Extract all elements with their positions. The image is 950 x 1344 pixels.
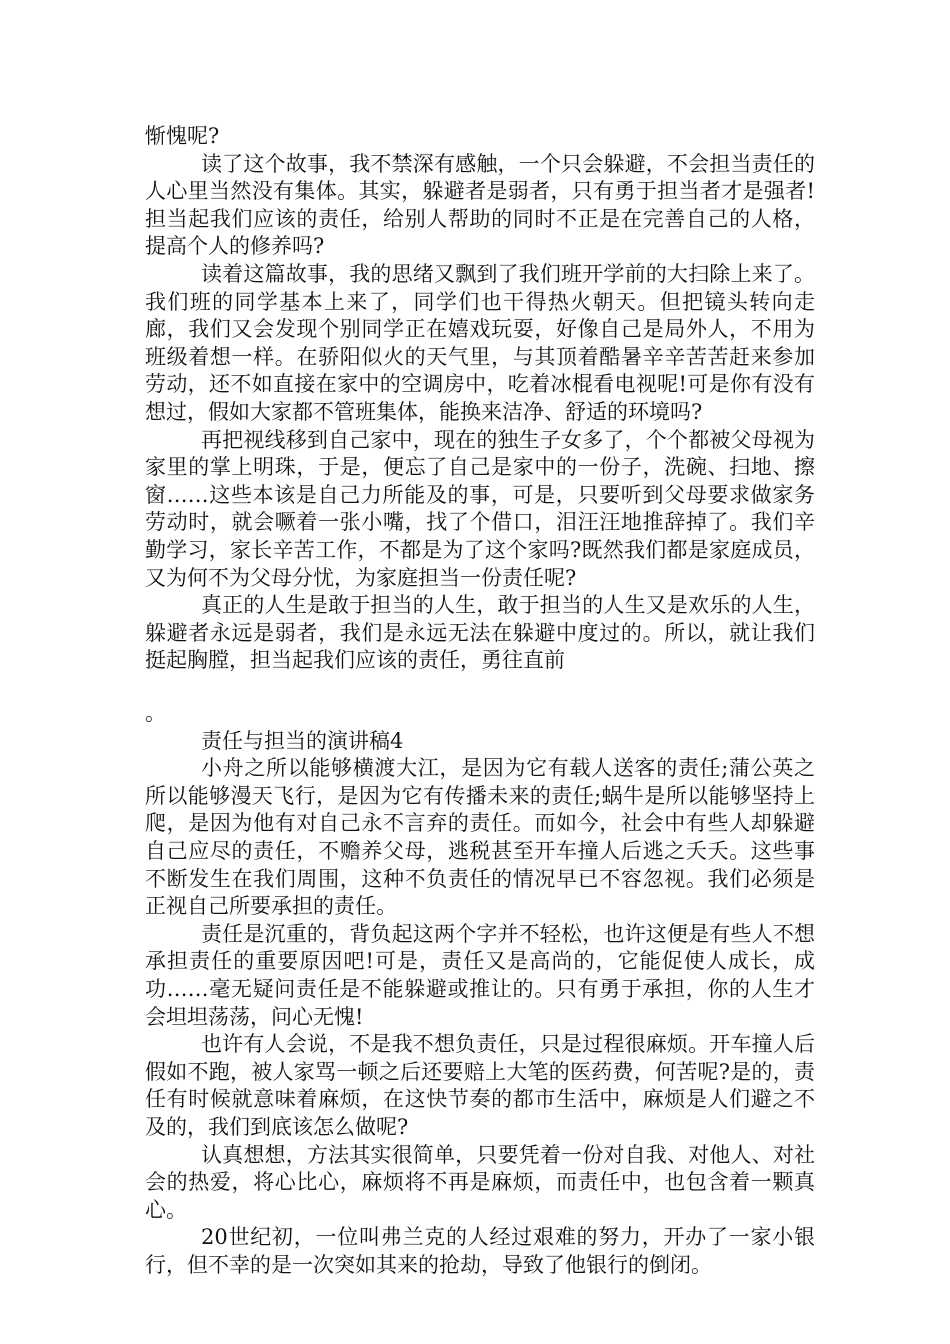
paragraph: 读着这篇故事，我的思绪又飘到了我们班开学前的大扫除上来了。我们班的同学基本上来了，同学们也干得热火朝天。但把镜头转向走廊，我们又会发现个别同学正在嬉戏玩耍，好像自己是局外人，不用为班级着想一样。在骄阳似火的天气里，与其顶着酷暑辛辛苦苦赶来参加劳动，还不如直接在家中的空调房中，吃着冰棍看电视呢!可是你有没有想过，假如大家都不管班集体，能换来洁净、舒适的环境吗? xyxy=(145,261,815,424)
paragraph: 惭愧呢? xyxy=(145,124,220,148)
paragraph: 责任是沉重的，背负起这两个字并不轻松，也许这便是有些人不想承担责任的重要原因吧!可是，责任又是高尚的，它能促使人成长，成功……毫无疑问责任是不能躲避或推让的。只有勇于承担，你的人生才会坦坦荡荡，问心无愧! xyxy=(145,921,815,1029)
section-heading: 责任与担当的演讲稿4 xyxy=(201,728,404,753)
text-section-upper xyxy=(145,123,815,675)
paragraph: 20世纪初，一位叫弗兰克的人经过艰难的努力，开办了一家小银行，但不幸的是一次突如其来的抢劫，导致了他银行的倒闭。 xyxy=(145,1225,815,1277)
paragraph: 再把视线移到自己家中，现在的独生子女多了，个个都被父母视为家里的掌上明珠，于是，便忘了自己是家中的一份子，洗碗、扫地、擦窗……这些本该是自己力所能及的事，可是，只要听到父母要求做家务劳动时，就会噘着一张小嘴，找了个借口，泪汪汪地推辞掉了。我们辛勤学习，家长辛苦工作，不都是为了这个家吗?既然我们都是家庭成员，又为何不为父母分忧，为家庭担当一份责任呢? xyxy=(145,427,815,590)
period-mark: 。 xyxy=(145,701,166,725)
text-section-lower xyxy=(145,700,815,1279)
paragraph: 认真想想，方法其实很简单，只要凭着一份对自我、对他人、对社会的热爱，将心比心，麻烦将不再是麻烦，而责任中，也包含着一颗真心。 xyxy=(145,1142,815,1222)
paragraph: 真正的人生是敢于担当的人生，敢于担当的人生又是欢乐的人生，躲避者永远是弱者，我们是永远无法在躲避中度过的。所以，就让我们挺起胸膛，担当起我们应该的责任，勇往直前 xyxy=(145,593,815,673)
paragraph: 也许有人会说，不是我不想负责任，只是过程很麻烦。开车撞人后假如不跑，被人家骂一顿之后还要赔上大笔的医药费，何苦呢?是的，责任有时候就意味着麻烦，在这快节奏的都市生活中，麻烦是人们避之不及的，我们到底该怎么做呢? xyxy=(145,1032,815,1139)
paragraph: 读了这个故事，我不禁深有感触，一个只会躲避，不会担当责任的人心里当然没有集体。其实，躲避者是弱者，只有勇于担当者才是强者!担当起我们应该的责任，给别人帮助的同时不正是在完善自己的人格，提高个人的修养吗? xyxy=(145,151,815,259)
paragraph: 小舟之所以能够横渡大江，是因为它有载人送客的责任;蒲公英之所以能够漫天飞行，是因为它有传播未来的责任;蜗牛是所以能够坚持上爬，是因为他有对自己永不言弃的责任。而如今，社会中有些人却躲避自己应尽的责任，不赡养父母，逃税甚至开车撞人后逃之夭夭。这些事不断发生在我们周围，这种不负责任的情况早已不容忽视。我们必须是正视自己所要承担的责任。 xyxy=(145,756,815,919)
